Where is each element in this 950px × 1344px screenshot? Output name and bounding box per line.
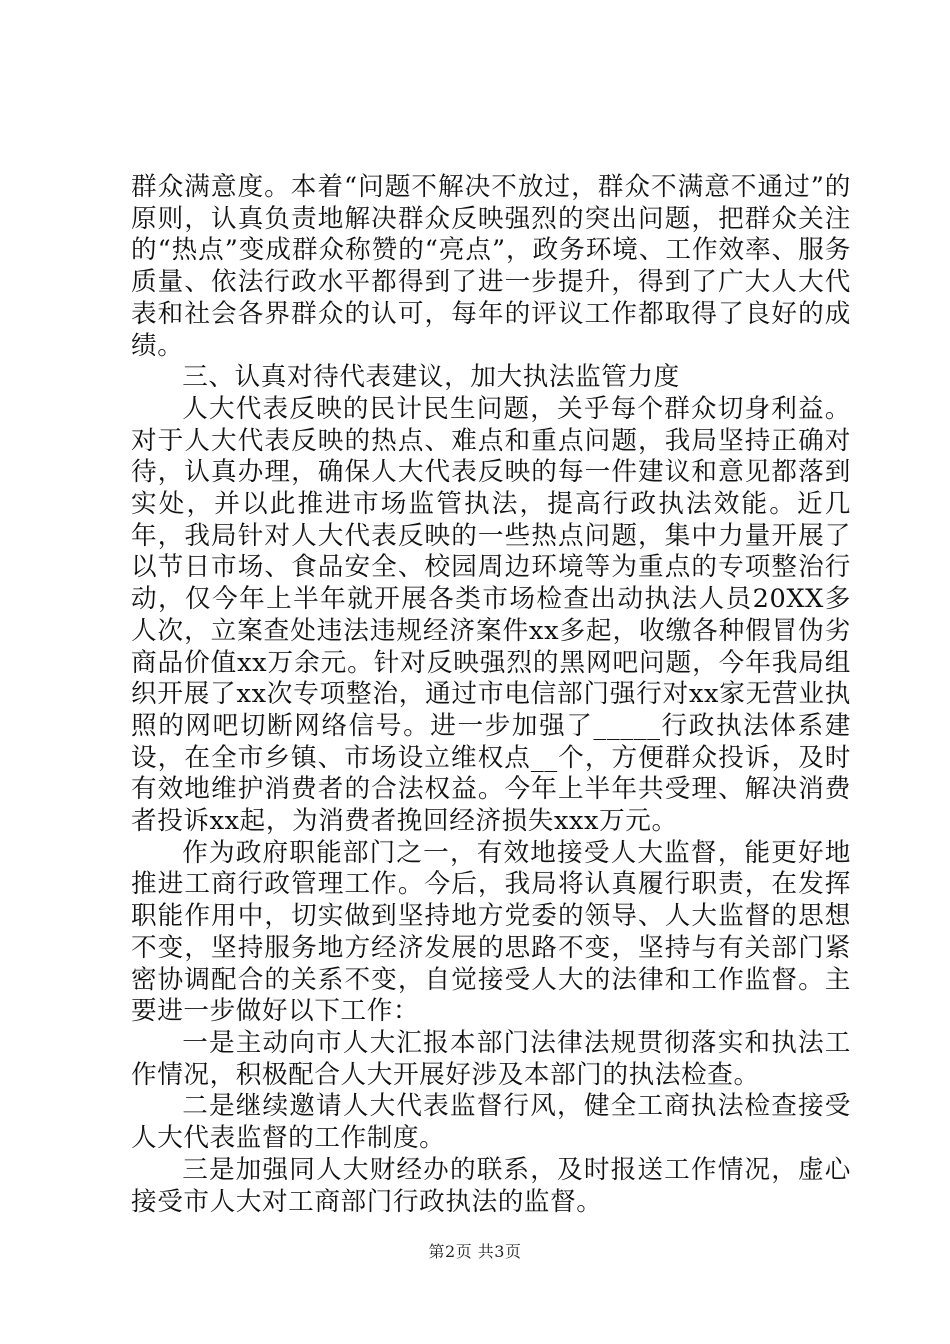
section-heading: 三、认真对待代表建议，加大执法监管力度 <box>182 362 680 393</box>
page-footer <box>0 1242 950 1262</box>
list-item-third: 三是加强同人大财经办的联系，及时报送工作情况，虚心接受市人大对工商部门行政执法的监督。 <box>131 1154 851 1217</box>
list-item-first: 一是主动向市人大汇报本部门法律法规贯彻落实和执法工作情况，积极配合人大开展好涉及本部门的执法检查。 <box>131 1027 851 1090</box>
page-indicator: 第2页 共3页 <box>428 1242 522 1261</box>
paragraph-government-department: 作为政府职能部门之一，有效地接受人大监督，能更好地推进工商行政管理工作。今后，我局将认真履行职责，在发挥职能作用中，切实做到坚持地方党委的领导、人大监督的思想不变，坚持服务地方经济发展的思路不变，坚持与有关部门紧密协调配合的关系不变，自觉接受人大的法律和工作监督。主要进一步做好以下工作： <box>131 837 851 1027</box>
paragraph-representative-issues: 人大代表反映的民计民生问题，关乎每个群众切身利益。对于人大代表反映的热点、难点和重点问题，我局坚持正确对待，认真办理，确保人大代表反映的每一件建议和意见都落到实处，并以此推进市场监管执法，提高行政执法效能。近几年，我局针对人大代表反映的一些热点问题，集中力量开展了以节日市场、食品安全、校园周边环境等为重点的专项整治行动，仅今年上半年就开展各类市场检查出动执法人员20XX多人次，立案查处违法违规经济案件xx多起，收缴各种假冒伪劣商品价值xx万余元。针对反映强烈的黑网吧问题，今年我局组织开展了xx次专项整治，通过市电信部门强行对xx家无营业执照的网吧切断网络信号。进一步加强了_____行政执法体系建设，在全市乡镇、市场设立维权点__个，方便群众投诉，及时有效地维护消费者的合法权益。今年上半年共受理、解决消费者投诉xx起，为消费者挽回经济损失xxx万元。 <box>131 393 851 837</box>
paragraph-continuation: 群众满意度。本着“问题不解决不放过，群众不满意不通过”的原则，认真负责地解决群众反映强烈的突出问题，把群众关注的“热点”变成群众称赞的“亮点”，政务环境、工作效率、服务质量、依法行政水平都得到了进一步提升，得到了广大人大代表和社会各界群众的认可，每年的评议工作都取得了良好的成绩。 <box>131 172 851 361</box>
list-item-second: 二是继续邀请人大代表监督行风，健全工商执法检查接受人大代表监督的工作制度。 <box>131 1091 851 1154</box>
document-body <box>131 172 851 1218</box>
